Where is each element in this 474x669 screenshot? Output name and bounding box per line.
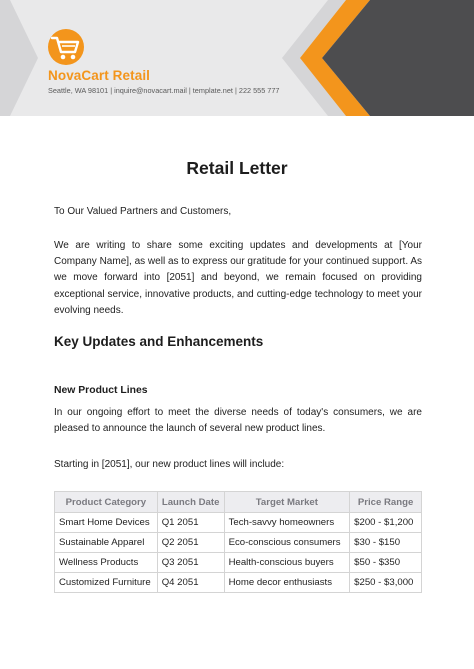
table-cell: Eco-conscious consumers (224, 533, 350, 553)
table-cell: $30 - $150 (350, 533, 422, 553)
table-row (55, 513, 422, 533)
table-cell: Health-conscious buyers (224, 553, 350, 573)
table-cell: Customized Furniture (55, 573, 158, 593)
table-row (55, 533, 422, 553)
table-cell: Wellness Products (55, 553, 158, 573)
table-intro: Starting in [2051], our new product lines will include: (54, 459, 285, 470)
page-title: Retail Letter (186, 158, 288, 178)
intro-paragraph: We are writing to share some exciting updates and developments at [Your Company Name], as well as to express our gratitude for your continued support. As we move forward into [2051] and beyond, we remain focused on providing exceptional service, innovative products, and cutting-edge technology to meet your evolving needs. (54, 240, 422, 316)
table-cell: $200 - $1,200 (350, 513, 422, 533)
table-cell: Tech-savvy homeowners (224, 513, 350, 533)
column-header: Price Range (350, 492, 422, 513)
product-lines-table (54, 491, 422, 593)
table-header-row (55, 492, 422, 513)
table-cell: Q3 2051 (157, 553, 224, 573)
column-header: Launch Date (157, 492, 224, 513)
contact-info: Seattle, WA 98101 | inquire@novacart.mail | template.net | 222 555 777 (48, 86, 280, 95)
table-cell: $50 - $350 (350, 553, 422, 573)
letterhead (0, 0, 474, 116)
shopping-cart-icon (44, 28, 90, 68)
brand-name: NovaCart Retail (48, 68, 151, 83)
column-header: Target Market (224, 492, 350, 513)
table-cell: Q1 2051 (157, 513, 224, 533)
table-cell: Q4 2051 (157, 573, 224, 593)
table-row (55, 573, 422, 593)
column-header: Product Category (55, 492, 158, 513)
table-cell: $250 - $3,000 (350, 573, 422, 593)
greeting: To Our Valued Partners and Customers, (54, 206, 232, 217)
subsection-heading: New Product Lines (54, 385, 148, 396)
subsection-paragraph: In our ongoing effort to meet the diverse needs of today's consumers, we are pleased to announce the launch of several new product lines. (54, 407, 422, 435)
table-cell: Q2 2051 (157, 533, 224, 553)
table-cell: Home decor enthusiasts (224, 573, 350, 593)
table-cell: Smart Home Devices (55, 513, 158, 533)
table-cell: Sustainable Apparel (55, 533, 158, 553)
table-row (55, 553, 422, 573)
section-heading: Key Updates and Enhancements (54, 334, 264, 349)
